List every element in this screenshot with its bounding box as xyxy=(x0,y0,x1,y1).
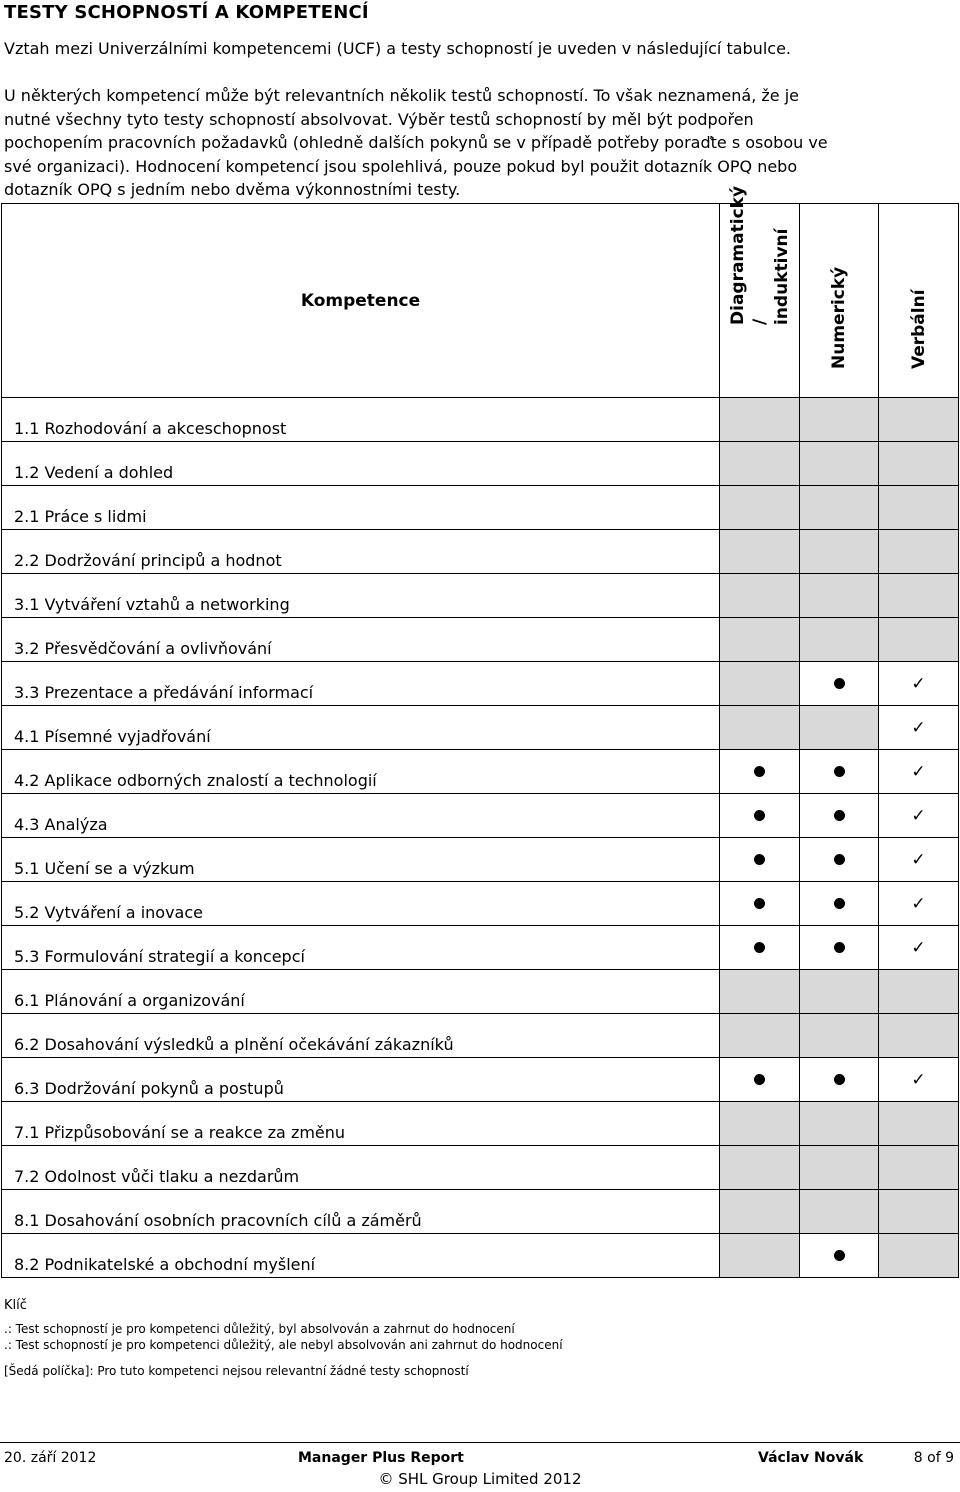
header-competence: Kompetence xyxy=(2,204,720,398)
bullet-icon xyxy=(834,1250,845,1261)
table-row xyxy=(2,794,959,838)
paragraph-line: pochopením pracovních požadavků (ohledně dalších pokynů se v případě potřeby poraďte s osobou ve xyxy=(4,133,828,152)
checkmark-icon: ✓ xyxy=(911,850,926,870)
competence-name: 7.2 Odolnost vůči tlaku a nezdarům xyxy=(2,1146,720,1190)
table-row xyxy=(2,1234,959,1278)
numerical-not-relevant-cell xyxy=(800,530,879,574)
table-row xyxy=(2,1014,959,1058)
bullet-icon xyxy=(834,810,845,821)
numerical-not-relevant-cell xyxy=(800,574,879,618)
numerical-not-relevant-cell xyxy=(800,706,879,750)
diagrammatic-not-relevant-cell xyxy=(720,1190,800,1234)
paragraph-line: nutné všechny tyto testy schopností absolvovat. Výběr testů schopností by měl být podpořen xyxy=(4,109,754,129)
competence-name: 5.3 Formulování strategií a koncepcí xyxy=(2,926,720,970)
diagrammatic-not-relevant-cell xyxy=(720,1014,800,1058)
key-line-gray-cells: [Šedá políčka]: Pro tuto kompetenci nejsou relevantní žádné testy schopností xyxy=(4,1364,469,1378)
verbal-cell xyxy=(879,926,959,970)
verbal-not-relevant-cell xyxy=(879,618,959,662)
bullet-icon xyxy=(834,942,845,953)
key-line-important-included: .: Test schopností je pro kompetenci důležitý, byl absolvován a zahrnut do hodnocení xyxy=(4,1322,515,1336)
bullet-icon xyxy=(754,854,765,865)
bullet-icon xyxy=(754,766,765,777)
table-row xyxy=(2,530,959,574)
verbal-cell xyxy=(879,1058,959,1102)
diagrammatic-cell xyxy=(720,750,800,794)
bullet-icon xyxy=(754,942,765,953)
diagrammatic-cell xyxy=(720,1058,800,1102)
footer-divider xyxy=(0,1442,960,1443)
verbal-cell xyxy=(879,794,959,838)
numerical-cell xyxy=(800,1234,879,1278)
table-row xyxy=(2,1190,959,1234)
numerical-cell xyxy=(800,662,879,706)
verbal-not-relevant-cell xyxy=(879,1190,959,1234)
bullet-icon xyxy=(834,854,845,865)
competence-name: 6.3 Dodržování pokynů a postupů xyxy=(2,1058,720,1102)
table-header-row xyxy=(2,204,959,398)
diagrammatic-not-relevant-cell xyxy=(720,706,800,750)
verbal-cell xyxy=(879,838,959,882)
competence-name: 3.2 Přesvědčování a ovlivňování xyxy=(2,618,720,662)
numerical-not-relevant-cell xyxy=(800,618,879,662)
competence-name: 2.1 Práce s lidmi xyxy=(2,486,720,530)
competence-name: 6.2 Dosahování výsledků a plnění očekávání zákazníků xyxy=(2,1014,720,1058)
competence-name: 8.2 Podnikatelské a obchodní myšlení xyxy=(2,1234,720,1278)
competence-name: 7.1 Přizpůsobování se a reakce za změnu xyxy=(2,1102,720,1146)
diagrammatic-cell xyxy=(720,882,800,926)
numerical-cell xyxy=(800,794,879,838)
verbal-cell xyxy=(879,882,959,926)
table-row xyxy=(2,926,959,970)
numerical-not-relevant-cell xyxy=(800,1014,879,1058)
diagrammatic-not-relevant-cell xyxy=(720,618,800,662)
diagrammatic-not-relevant-cell xyxy=(720,530,800,574)
verbal-cell xyxy=(879,750,959,794)
header-diagrammatic xyxy=(720,185,800,398)
numerical-not-relevant-cell xyxy=(800,970,879,1014)
numerical-cell xyxy=(800,926,879,970)
verbal-not-relevant-cell xyxy=(879,530,959,574)
competence-name: 4.2 Aplikace odborných znalostí a technologií xyxy=(2,750,720,794)
checkmark-icon: ✓ xyxy=(911,894,926,914)
competence-name: 1.2 Vedení a dohled xyxy=(2,442,720,486)
table-row xyxy=(2,442,959,486)
diagrammatic-cell xyxy=(720,794,800,838)
bullet-icon xyxy=(754,1074,765,1085)
table-row xyxy=(2,1102,959,1146)
verbal-not-relevant-cell xyxy=(879,1234,959,1278)
verbal-not-relevant-cell xyxy=(879,398,959,442)
explanation-paragraph xyxy=(4,84,944,202)
numerical-cell xyxy=(800,750,879,794)
diagrammatic-not-relevant-cell xyxy=(720,662,800,706)
competence-name: 3.3 Prezentace a předávání informací xyxy=(2,662,720,706)
competence-name: 5.1 Učení se a výzkum xyxy=(2,838,720,882)
table-row xyxy=(2,486,959,530)
checkmark-icon: ✓ xyxy=(911,938,926,958)
header-verbal: Verbální xyxy=(879,204,959,398)
diagrammatic-cell xyxy=(720,926,800,970)
paragraph-line: dotazník OPQ s jedním nebo dvěma výkonnostními testy. xyxy=(4,180,461,199)
competence-name: 3.1 Vytváření vztahů a networking xyxy=(2,574,720,618)
competence-name: 6.1 Plánování a organizování xyxy=(2,970,720,1014)
diagrammatic-cell xyxy=(720,838,800,882)
verbal-not-relevant-cell xyxy=(879,970,959,1014)
table-row xyxy=(2,662,959,706)
page-title: TESTY SCHOPNOSTÍ A KOMPETENCÍ xyxy=(4,2,369,23)
table-row xyxy=(2,706,959,750)
table-row xyxy=(2,970,959,1014)
checkmark-icon: ✓ xyxy=(911,1070,926,1090)
table-row xyxy=(2,838,959,882)
diagrammatic-not-relevant-cell xyxy=(720,970,800,1014)
diagrammatic-not-relevant-cell xyxy=(720,1102,800,1146)
table-row xyxy=(2,750,959,794)
numerical-not-relevant-cell xyxy=(800,486,879,530)
table-row xyxy=(2,1146,959,1190)
diagrammatic-not-relevant-cell xyxy=(720,574,800,618)
table-row xyxy=(2,398,959,442)
table-row xyxy=(2,574,959,618)
verbal-not-relevant-cell xyxy=(879,1102,959,1146)
bullet-icon xyxy=(834,1074,845,1085)
verbal-not-relevant-cell xyxy=(879,442,959,486)
verbal-not-relevant-cell xyxy=(879,574,959,618)
footer-copyright: © SHL Group Limited 2012 xyxy=(378,1470,582,1488)
numerical-not-relevant-cell xyxy=(800,398,879,442)
verbal-not-relevant-cell xyxy=(879,1146,959,1190)
verbal-not-relevant-cell xyxy=(879,486,959,530)
competence-name: 1.1 Rozhodování a akceschopnost xyxy=(2,398,720,442)
checkmark-icon: ✓ xyxy=(911,762,926,782)
table-row xyxy=(2,1058,959,1102)
bullet-icon xyxy=(754,810,765,821)
table-row xyxy=(2,882,959,926)
header-numerical: Numerický xyxy=(800,204,879,398)
footer-page-number: 8 of 9 xyxy=(913,1450,954,1466)
competence-name: 5.2 Vytváření a inovace xyxy=(2,882,720,926)
numerical-not-relevant-cell xyxy=(800,442,879,486)
paragraph-line: své organizaci). Hodnocení kompetencí jsou spolehlivá, pouze pokud byl použit dotazník OPQ nebo xyxy=(4,156,798,176)
header-diagrammatic-label: Diagramatický / induktivní xyxy=(727,185,792,325)
footer-date: 20. září 2012 xyxy=(4,1450,97,1466)
checkmark-icon: ✓ xyxy=(911,674,926,694)
competence-name: 2.2 Dodržování principů a hodnot xyxy=(2,530,720,574)
bullet-icon xyxy=(754,898,765,909)
key-line-important-not-included: .: Test schopností je pro kompetenci důležitý, ale nebyl absolvován ani zahrnut do hodnocení xyxy=(4,1338,563,1352)
diagrammatic-not-relevant-cell xyxy=(720,1234,800,1278)
bullet-icon xyxy=(834,766,845,777)
numerical-cell xyxy=(800,1058,879,1102)
intro-text: Vztah mezi Univerzálními kompetencemi (UCF) a testy schopností je uveden v následující tabulce. xyxy=(4,39,791,58)
footer-person-name: Václav Novák xyxy=(758,1450,864,1466)
numerical-not-relevant-cell xyxy=(800,1146,879,1190)
bullet-icon xyxy=(834,678,845,689)
competence-name: 4.3 Analýza xyxy=(2,794,720,838)
verbal-not-relevant-cell xyxy=(879,1014,959,1058)
numerical-cell xyxy=(800,882,879,926)
diagrammatic-not-relevant-cell xyxy=(720,398,800,442)
diagrammatic-not-relevant-cell xyxy=(720,486,800,530)
diagrammatic-not-relevant-cell xyxy=(720,442,800,486)
paragraph-line: U některých kompetencí může být relevantních několik testů schopností. To však neznamená, že je xyxy=(4,86,800,105)
verbal-cell xyxy=(879,706,959,750)
numerical-not-relevant-cell xyxy=(800,1102,879,1146)
footer-report-name: Manager Plus Report xyxy=(298,1450,464,1466)
verbal-cell xyxy=(879,662,959,706)
numerical-not-relevant-cell xyxy=(800,1190,879,1234)
key-title: Klíč xyxy=(4,1298,27,1313)
diagrammatic-not-relevant-cell xyxy=(720,1146,800,1190)
bullet-icon xyxy=(834,898,845,909)
competence-name: 8.1 Dosahování osobních pracovních cílů a záměrů xyxy=(2,1190,720,1234)
competence-name: 4.1 Písemné vyjadřování xyxy=(2,706,720,750)
table-row xyxy=(2,618,959,662)
checkmark-icon: ✓ xyxy=(911,806,926,826)
checkmark-icon: ✓ xyxy=(911,718,926,738)
numerical-cell xyxy=(800,838,879,882)
